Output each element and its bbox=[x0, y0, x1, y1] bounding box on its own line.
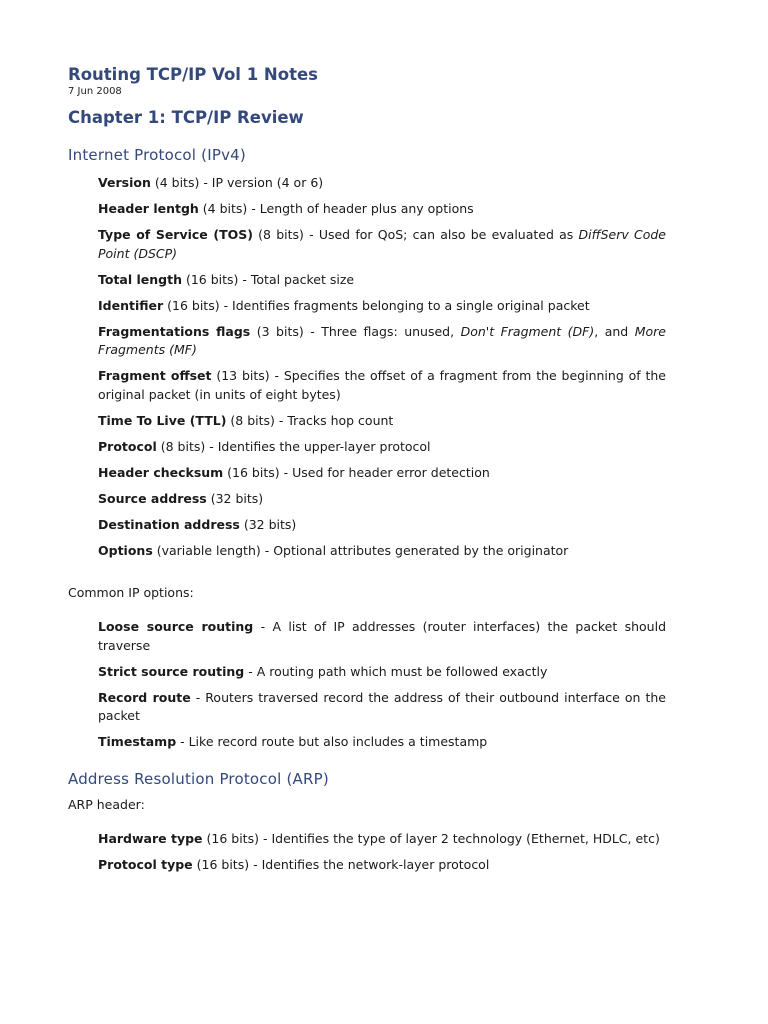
field-bits: (13 bits) bbox=[211, 368, 270, 383]
field-bits: (16 bits) bbox=[202, 830, 259, 846]
ipv4-field-list bbox=[68, 174, 666, 560]
field-item bbox=[98, 297, 666, 316]
option-item bbox=[98, 618, 666, 655]
field-desc: - Used for QoS; can also be evaluated as bbox=[303, 227, 579, 242]
field-bits: (8 bits) bbox=[226, 412, 275, 428]
field-desc: - Tracks hop count bbox=[274, 412, 394, 428]
option-name: Loose source routing bbox=[98, 619, 254, 634]
field-bits: (8 bits) bbox=[252, 227, 304, 242]
field-item bbox=[98, 542, 666, 561]
field-name: Header checksum bbox=[98, 464, 224, 480]
field-name: Protocol type bbox=[98, 856, 193, 872]
document-title: Routing TCP/IP Vol 1 Notes bbox=[68, 65, 318, 84]
field-item bbox=[98, 367, 666, 404]
options-intro: Common IP options: bbox=[68, 585, 194, 600]
field-item bbox=[98, 516, 666, 535]
document-date: 7 Jun 2008 bbox=[68, 86, 122, 97]
field-bits: (8 bits) bbox=[156, 438, 206, 454]
field-bits: (variable length) bbox=[152, 542, 261, 558]
arp-field-list bbox=[68, 830, 666, 875]
field-item bbox=[98, 226, 666, 263]
option-name: Record route bbox=[98, 689, 191, 705]
field-bits: (3 bits) bbox=[250, 323, 304, 339]
field-desc: - Total packet size bbox=[238, 271, 355, 287]
field-item bbox=[98, 200, 666, 219]
field-term: Don't Fragment (DF) bbox=[460, 323, 595, 339]
field-desc: , and bbox=[594, 323, 635, 339]
section-heading-arp: Address Resolution Protocol (ARP) bbox=[68, 769, 329, 788]
field-name: Version bbox=[98, 175, 151, 190]
field-item bbox=[98, 412, 666, 431]
field-name: Destination address bbox=[98, 516, 240, 532]
field-item bbox=[98, 490, 666, 509]
option-item bbox=[98, 663, 666, 682]
option-name: Strict source routing bbox=[98, 663, 245, 679]
field-bits: (32 bits) bbox=[206, 490, 264, 506]
field-desc: - Specifies the offset of a fragment from the beginning of the original packet (in units of eight bytes) bbox=[98, 368, 666, 402]
field-item bbox=[98, 174, 666, 193]
field-term: DiffServ Code Point (DSCP) bbox=[98, 227, 666, 261]
field-name: Identifier bbox=[98, 297, 164, 313]
field-bits: (16 bits) bbox=[163, 297, 220, 313]
field-name: Fragment offset bbox=[98, 368, 212, 383]
field-name: Type of Service (TOS) bbox=[98, 227, 253, 242]
field-item bbox=[98, 438, 666, 457]
chapter-heading: Chapter 1: TCP/IP Review bbox=[68, 108, 304, 127]
field-item bbox=[98, 856, 666, 875]
field-name: Fragmentations flags bbox=[98, 323, 251, 339]
field-bits: (16 bits) bbox=[192, 856, 250, 872]
field-bits: (16 bits) bbox=[223, 464, 280, 480]
arp-intro: ARP header: bbox=[68, 796, 145, 812]
field-name: Hardware type bbox=[98, 830, 203, 846]
field-desc: - Identifies the upper-layer protocol bbox=[205, 438, 431, 454]
ip-options-list bbox=[68, 618, 666, 752]
field-bits: (4 bits) bbox=[198, 201, 248, 216]
field-name: Protocol bbox=[98, 438, 157, 454]
option-name: Timestamp bbox=[98, 734, 177, 749]
field-desc: - Identifies the network-layer protocol bbox=[249, 856, 490, 872]
field-item bbox=[98, 464, 666, 483]
field-term: More Fragments (MF) bbox=[98, 323, 666, 357]
field-bits: (16 bits) bbox=[181, 271, 239, 287]
field-item bbox=[98, 271, 666, 290]
field-desc: - Length of header plus any options bbox=[247, 201, 474, 216]
option-item bbox=[98, 733, 666, 752]
option-desc: - A list of IP addresses (router interfaces) the packet should traverse bbox=[98, 619, 667, 653]
field-desc: - IP version (4 or 6) bbox=[199, 175, 324, 190]
section-heading-ipv4: Internet Protocol (IPv4) bbox=[68, 146, 246, 164]
field-desc: - Three flags: unused, bbox=[303, 323, 461, 339]
field-bits: (32 bits) bbox=[239, 516, 297, 532]
field-item bbox=[98, 830, 666, 849]
field-name: Header lentgh bbox=[98, 201, 199, 216]
option-desc: - A routing path which must be followed exactly bbox=[244, 663, 548, 679]
field-name: Total length bbox=[98, 271, 182, 287]
field-desc: - Identifies fragments belonging to a single original packet bbox=[219, 297, 590, 313]
document-page bbox=[68, 62, 668, 882]
field-desc: - Identifies the type of layer 2 technology (Ethernet, HDLC, etc) bbox=[258, 830, 660, 846]
field-bits: (4 bits) bbox=[150, 175, 200, 190]
field-name: Source address bbox=[98, 490, 207, 506]
field-desc: - Used for header error detection bbox=[279, 464, 490, 480]
field-name: Options bbox=[98, 542, 153, 558]
option-item bbox=[98, 689, 666, 726]
field-item bbox=[98, 323, 666, 360]
option-desc: - Routers traversed record the address of their outbound interface on the packet bbox=[98, 689, 666, 723]
field-desc: - Optional attributes generated by the originator bbox=[260, 542, 569, 558]
option-desc: - Like record route but also includes a timestamp bbox=[176, 734, 488, 749]
field-name: Time To Live (TTL) bbox=[98, 412, 227, 428]
